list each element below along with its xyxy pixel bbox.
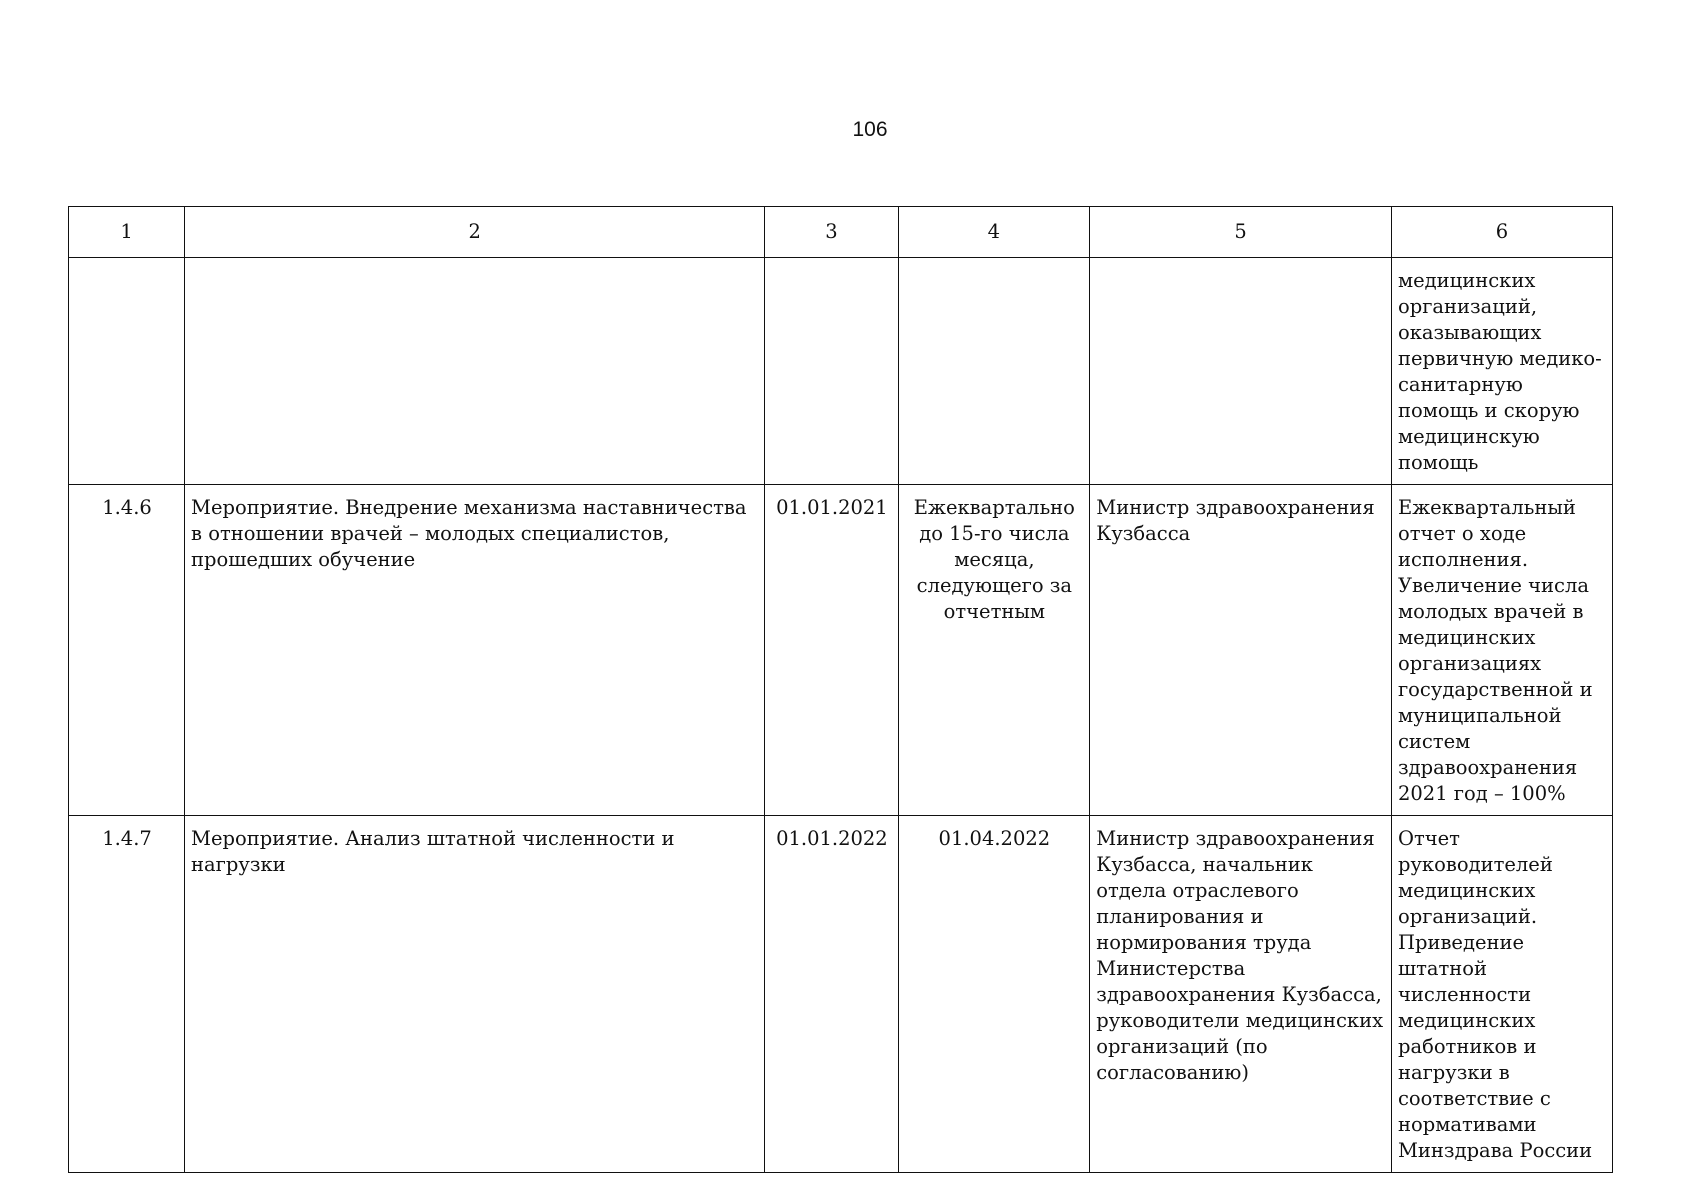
row-number-cell: 1.4.6 <box>69 485 185 816</box>
start-date-cell <box>765 258 898 485</box>
start-date-cell: 01.01.2022 <box>765 816 898 1173</box>
page-number: 106 <box>852 118 888 141</box>
header-col-6: 6 <box>1391 207 1612 258</box>
table-row <box>69 816 1613 1173</box>
deadline-cell <box>898 258 1090 485</box>
header-col-3: 3 <box>765 207 898 258</box>
responsible-cell: Министр здравоохранения Кузбасса, начальник отдела отраслевого планирования и нормирования труда Министерства здравоохранения Кузбасса, руководители медицинских организаций (по согласованию) <box>1090 816 1392 1173</box>
table-row <box>69 485 1613 816</box>
event-cell: Мероприятие. Анализ штатной численности и нагрузки <box>185 816 765 1173</box>
responsible-cell <box>1090 258 1392 485</box>
header-col-1: 1 <box>69 207 185 258</box>
event-cell: Мероприятие. Внедрение механизма наставничества в отношении врачей – молодых специалистов, прошедших обучение <box>185 485 765 816</box>
deadline-cell: 01.04.2022 <box>898 816 1090 1173</box>
event-cell <box>185 258 765 485</box>
result-cell: Отчет руководителей медицинских организаций. Приведение штатной численности медицинских работников и нагрузки в соответствие с нормативами Минздрава России <box>1391 816 1612 1173</box>
table-row <box>69 258 1613 485</box>
responsible-cell: Министр здравоохранения Кузбасса <box>1090 485 1392 816</box>
row-number-cell <box>69 258 185 485</box>
action-plan-table <box>68 206 1613 1173</box>
header-row <box>69 207 1613 258</box>
result-cell: Ежеквартальный отчет о ходе исполнения. Увеличение числа молодых врачей в медицинских организациях государственной и муниципальной систем здравоохранения 2021 год – 100% <box>1391 485 1612 816</box>
start-date-cell: 01.01.2021 <box>765 485 898 816</box>
header-col-4: 4 <box>898 207 1090 258</box>
row-number-cell: 1.4.7 <box>69 816 185 1173</box>
result-cell: медицинских организаций, оказывающих первичную медико-санитарную помощь и скорую медицинскую помощь <box>1391 258 1612 485</box>
header-col-5: 5 <box>1090 207 1392 258</box>
deadline-cell: Ежеквартально до 15-го числа месяца, следующего за отчетным <box>898 485 1090 816</box>
header-col-2: 2 <box>185 207 765 258</box>
